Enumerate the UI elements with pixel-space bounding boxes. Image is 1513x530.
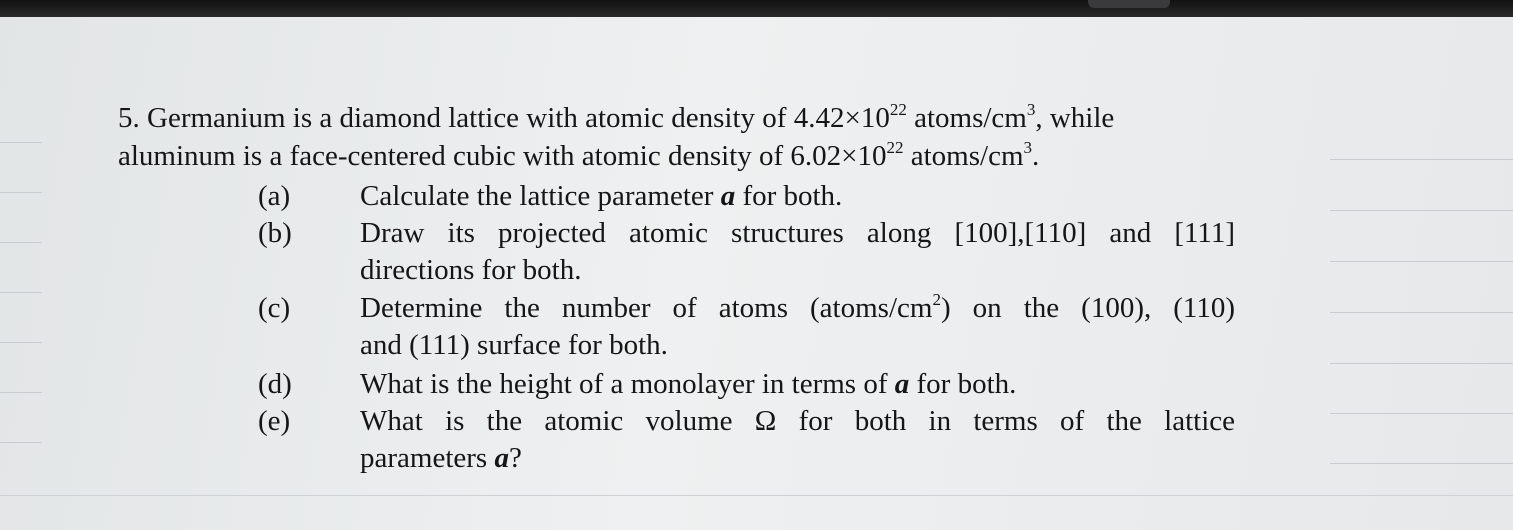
part-label: (d) — [258, 368, 292, 400]
right-margin-rules — [1330, 17, 1513, 530]
paper-sheet — [0, 17, 1513, 530]
part-text: Calculate the lattice parameter a for both. — [360, 180, 843, 212]
bottom-rule — [0, 495, 1513, 496]
part-label: (e) — [258, 405, 291, 437]
bezel-tab — [1088, 0, 1170, 8]
top-bezel — [0, 0, 1513, 17]
intro-line-1: 5. Germanium is a diamond lattice with atomic density of $4.42\times 10^{22}$ atoms/$cm^3$, while — [118, 100, 1115, 134]
part-text: Draw its projected atomic structures along [100],[110] and [111] directions for both. — [360, 217, 1235, 286]
intro-line-2: aluminum is a face-centered cubic with atomic density of $6.02\times 10^{22}$ atoms/$cm^3$. — [118, 138, 1040, 172]
part-label: (a) — [258, 180, 291, 212]
part-text: What is the height of a monolayer in terms of a for both. — [360, 368, 1017, 400]
part-label: (b) — [258, 217, 292, 249]
part-text: Determine the number of atoms $(atoms/cm^2)$ on the (100), (110) and (111) surface for both. — [360, 290, 1236, 361]
part-text: What is the atomic volume Ω for both in terms of the lattice parameters a? — [360, 405, 1235, 474]
left-margin-rules — [0, 17, 42, 530]
part-label: (c) — [258, 292, 291, 324]
